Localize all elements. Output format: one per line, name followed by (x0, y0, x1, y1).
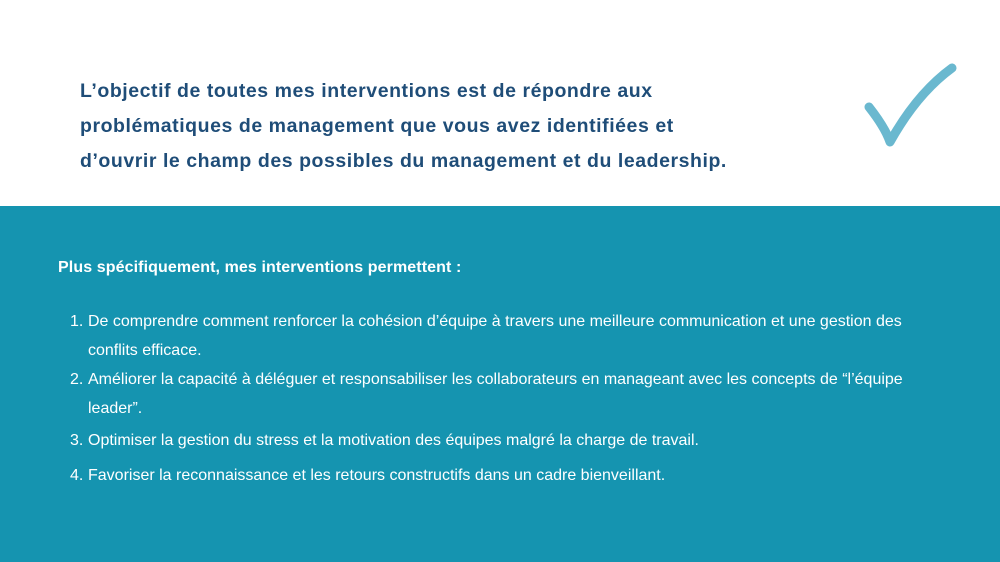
interventions-heading: Plus spécifiquement, mes interventions permettent : (58, 259, 462, 276)
objective-line-3: d’ouvrir le champ des possibles du management et du leadership. (80, 150, 727, 172)
benefit-number-2: 2. (70, 371, 84, 388)
benefit-number-1: 1. (70, 313, 84, 330)
objective-line-1: L’objectif de toutes mes interventions est de répondre aux (80, 80, 653, 102)
benefit-number-3: 3. (70, 432, 84, 449)
interventions-panel (0, 206, 1000, 562)
benefit-item-4 (66, 461, 951, 490)
benefit-item-1 (66, 307, 951, 365)
objective-section (0, 0, 1000, 206)
benefit-item-2 (66, 365, 951, 423)
benefit-text-1: De comprendre comment renforcer la cohésion d’équipe à travers une meilleure communication et une gestion des conflits efficace. (88, 313, 902, 359)
objective-line-2: problématiques de management que vous avez identifiées et (80, 115, 674, 137)
benefit-text-2: Améliorer la capacité à déléguer et responsabiliser les collaborateurs en manageant avec les concepts de “l’équipe leader”. (88, 371, 903, 417)
benefits-list (66, 307, 951, 490)
objective-statement (80, 74, 840, 179)
benefit-number-4: 4. (70, 467, 84, 484)
benefit-text-3: Optimiser la gestion du stress et la motivation des équipes malgré la charge de travail. (88, 432, 699, 449)
benefit-text-4: Favoriser la reconnaissance et les retours constructifs dans un cadre bienveillant. (88, 467, 666, 484)
checkmark-icon (856, 60, 966, 160)
benefit-item-3 (66, 426, 951, 455)
